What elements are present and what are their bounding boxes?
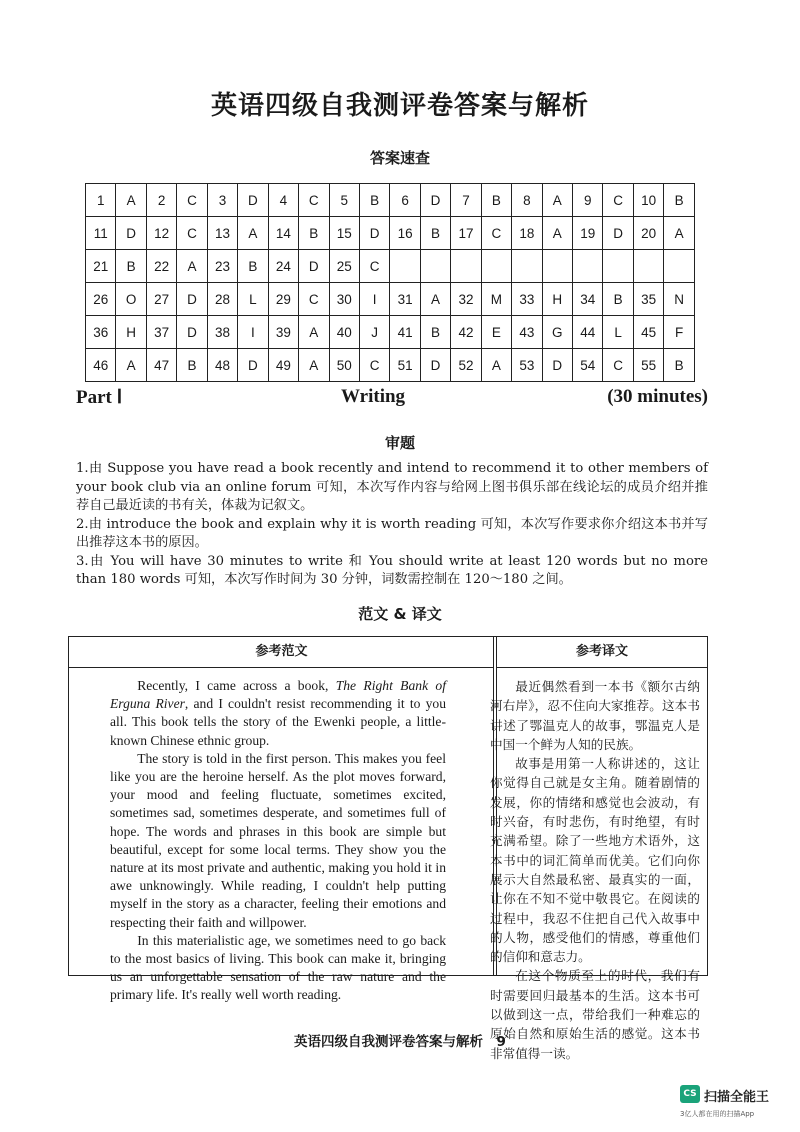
question-number: 38 (207, 316, 237, 349)
part-time: (30 minutes) (607, 386, 708, 407)
question-number: 55 (633, 349, 663, 382)
answer-letter: B (664, 349, 695, 382)
analysis-heading: 审题 (384, 434, 415, 452)
answer-letter: A (542, 184, 572, 217)
answer-letter: B (420, 217, 450, 250)
answer-letter: B (420, 316, 450, 349)
answer-letter: D (542, 349, 572, 382)
answer-row (86, 250, 695, 283)
question-number: 46 (86, 349, 116, 382)
answer-letter: H (542, 283, 572, 316)
translation-paragraph: 故事是用第一人称讲述的，这让你觉得自己就是女主角。随着剧情的发展，你的情绪和感觉也会波动，有时兴奋，有时悲伤，有时绝望，有时充满希望。除了一些地方术语外，这本书中的词汇简单而优美。它们向你展示大自然最私密、最真实的一面，让你在不知不觉中敬畏它。在阅读的过程中，我忍不住把自己代入故事中的人物，感受他们的情感，尊重他们的信仰和意志力。 (490, 756, 700, 965)
question-number: 31 (390, 283, 420, 316)
question-number: 12 (146, 217, 176, 250)
answer-letter: A (420, 283, 450, 316)
question-number: 35 (633, 283, 663, 316)
answer-letter: B (664, 184, 695, 217)
camscanner-logo-icon: CS (680, 1085, 700, 1103)
part-label: Part Ⅰ (76, 387, 123, 408)
answer-letter: C (177, 184, 207, 217)
answer-letter: B (238, 250, 268, 283)
answer-row (86, 283, 695, 316)
answer-letter: B (359, 184, 389, 217)
answer-letter: H (116, 316, 146, 349)
page-title: 英语四级自我测评卷答案与解析 (210, 91, 589, 121)
answer-letter: B (481, 184, 511, 217)
question-number: 43 (512, 316, 542, 349)
answer-letter: A (664, 217, 695, 250)
answer-letter (481, 250, 511, 283)
question-number: 24 (268, 250, 298, 283)
answer-letter: A (116, 349, 146, 382)
question-number (633, 250, 663, 283)
question-number: 52 (451, 349, 481, 382)
question-number (573, 250, 603, 283)
question-number (512, 250, 542, 283)
page-footer: 英语四级自我测评卷答案与解析 9 (294, 1034, 506, 1050)
answer-letter: A (542, 217, 572, 250)
answer-letter (664, 250, 695, 283)
answer-letter: A (299, 316, 329, 349)
answer-row (86, 184, 695, 217)
question-number: 47 (146, 349, 176, 382)
question-number: 15 (329, 217, 359, 250)
question-number: 10 (633, 184, 663, 217)
question-number: 2 (146, 184, 176, 217)
question-number: 32 (451, 283, 481, 316)
question-number: 40 (329, 316, 359, 349)
answer-letter: M (481, 283, 511, 316)
watermark-tagline: 3亿人都在用的扫描App (680, 1110, 755, 1118)
answer-letter: C (299, 184, 329, 217)
answer-letter: A (116, 184, 146, 217)
question-number: 1 (86, 184, 116, 217)
answer-letter: C (481, 217, 511, 250)
answer-letter: J (359, 316, 389, 349)
part-name: Writing (341, 386, 406, 407)
answer-letter (420, 250, 450, 283)
answer-letter: D (177, 316, 207, 349)
question-number: 4 (268, 184, 298, 217)
camscanner-watermark (680, 1085, 792, 1125)
question-number: 51 (390, 349, 420, 382)
question-number (390, 250, 420, 283)
answer-letter: D (603, 217, 633, 250)
sample-essay-en (110, 677, 446, 1005)
analysis-item: 1.由 Suppose you have read a book recently and intend to recommend it to other members of your book club via an online forum 可知，本次写作内容与给网上图书俱乐部在线论坛的成员介绍并推荐自己最近读的书有关，体裁为记叙文。 (76, 461, 708, 513)
question-number: 14 (268, 217, 298, 250)
answer-letter: B (299, 217, 329, 250)
answer-key-table (85, 183, 695, 382)
question-number (451, 250, 481, 283)
question-number: 36 (86, 316, 116, 349)
essay-paragraph: In this materialistic age, we sometimes need to go back to the most basics of living. This book can make it, bringing us an unforgettable sensation of the raw nature and the primary life. It's really well worth reading. (110, 932, 446, 1003)
answer-letter: C (359, 250, 389, 283)
answer-letter: N (664, 283, 695, 316)
answer-letter: A (177, 250, 207, 283)
answer-letter: O (116, 283, 146, 316)
question-number: 5 (329, 184, 359, 217)
answer-letter: G (542, 316, 572, 349)
answer-letter: A (481, 349, 511, 382)
essay-heading: 范文 & 译文 (358, 605, 442, 623)
answer-letter: C (603, 184, 633, 217)
question-number: 54 (573, 349, 603, 382)
question-number: 33 (512, 283, 542, 316)
question-number: 19 (573, 217, 603, 250)
question-number: 26 (86, 283, 116, 316)
question-number: 42 (451, 316, 481, 349)
answer-letter: C (359, 349, 389, 382)
answer-letter: L (238, 283, 268, 316)
book-title: The Right Bank of Erguna River (110, 678, 446, 712)
question-number: 39 (268, 316, 298, 349)
question-number: 28 (207, 283, 237, 316)
answer-letter: L (603, 316, 633, 349)
question-number: 20 (633, 217, 663, 250)
en-column-header: 参考范文 (69, 637, 494, 668)
question-number: 41 (390, 316, 420, 349)
question-number: 25 (329, 250, 359, 283)
question-number: 16 (390, 217, 420, 250)
answer-row (86, 316, 695, 349)
translation-paragraph: 最近偶然看到一本书《额尔古纳河右岸》，忍不住向大家推荐。这本书讲述了鄂温克人的故事，鄂温克人是中国一个鲜为人知的民族。 (490, 679, 700, 752)
question-number: 29 (268, 283, 298, 316)
translation-paragraph: 在这个物质至上的时代，我们有时需要回归最基本的生活。这本书可以做到这一点，带给我们一种难忘的原始自然和原始生活的感觉。这本书非常值得一读。 (490, 968, 700, 1061)
question-number: 53 (512, 349, 542, 382)
answer-letter: D (359, 217, 389, 250)
question-number: 7 (451, 184, 481, 217)
question-number: 48 (207, 349, 237, 382)
question-number: 9 (573, 184, 603, 217)
question-number: 34 (573, 283, 603, 316)
question-number: 49 (268, 349, 298, 382)
answer-letter: I (359, 283, 389, 316)
answer-row (86, 349, 695, 382)
answer-letter: C (299, 283, 329, 316)
question-number: 50 (329, 349, 359, 382)
answer-letter: D (420, 349, 450, 382)
question-number: 17 (451, 217, 481, 250)
question-number: 11 (86, 217, 116, 250)
answer-letter (542, 250, 572, 283)
answer-letter: D (116, 217, 146, 250)
question-number: 3 (207, 184, 237, 217)
analysis-section (76, 460, 708, 590)
zh-column-header: 参考译文 (497, 637, 707, 668)
question-number: 37 (146, 316, 176, 349)
part-heading (76, 386, 708, 414)
question-number: 13 (207, 217, 237, 250)
question-number: 23 (207, 250, 237, 283)
answer-letter: C (177, 217, 207, 250)
answer-letter: D (299, 250, 329, 283)
answer-letter: A (238, 217, 268, 250)
question-number: 44 (573, 316, 603, 349)
answer-letter: F (664, 316, 695, 349)
watermark-name: 扫描全能王 (704, 1090, 770, 1105)
answer-letter: D (238, 184, 268, 217)
essay-paragraph: Recently, I came across a book, The Right Bank of Erguna River, and I couldn't resist recommending it to you all. This book tells the story of the Ewenki people, a little-known Chinese ethnic group. (110, 678, 446, 748)
answer-letter: I (238, 316, 268, 349)
question-number: 21 (86, 250, 116, 283)
essay-paragraph: The story is told in the first person. This makes you feel like you are the heroine herself. As the plot moves forward, your mood and feeling fluctuate, sometimes excited, sometimes sad, sometimes desperate, and sometimes full of hope. The words and phrases in this book are simple but beautiful, except for some local terms. They show you the nature at its most private and authentic, making you hold it in awe unknowingly. While reading, I couldn't help putting myself in the story as a character, feeling their emotions and respecting their faith and willpower. (110, 750, 446, 930)
question-number: 18 (512, 217, 542, 250)
answer-letter: B (116, 250, 146, 283)
answer-letter: D (177, 283, 207, 316)
answer-letter: B (603, 283, 633, 316)
answer-letter: B (177, 349, 207, 382)
answer-heading: 答案速查 (369, 149, 430, 167)
question-number: 30 (329, 283, 359, 316)
translation-zh (490, 677, 700, 1063)
answer-letter: D (238, 349, 268, 382)
answer-row (86, 217, 695, 250)
question-number: 27 (146, 283, 176, 316)
answer-letter (603, 250, 633, 283)
question-number: 8 (512, 184, 542, 217)
question-number: 6 (390, 184, 420, 217)
question-number: 45 (633, 316, 663, 349)
analysis-item: 3.由 You will have 30 minutes to write 和 You should write at least 120 words but no more than 180 words 可知，本次写作时间为 30 分钟，词数需控制在 120～180 之间。 (76, 553, 708, 587)
answer-letter: C (603, 349, 633, 382)
answer-letter: A (299, 349, 329, 382)
answer-letter: D (420, 184, 450, 217)
question-number: 22 (146, 250, 176, 283)
answer-letter: E (481, 316, 511, 349)
analysis-item: 2.由 introduce the book and explain why it is worth reading 可知，本次写作要求你介绍这本书并写出推荐这本书的原因。 (76, 516, 708, 550)
